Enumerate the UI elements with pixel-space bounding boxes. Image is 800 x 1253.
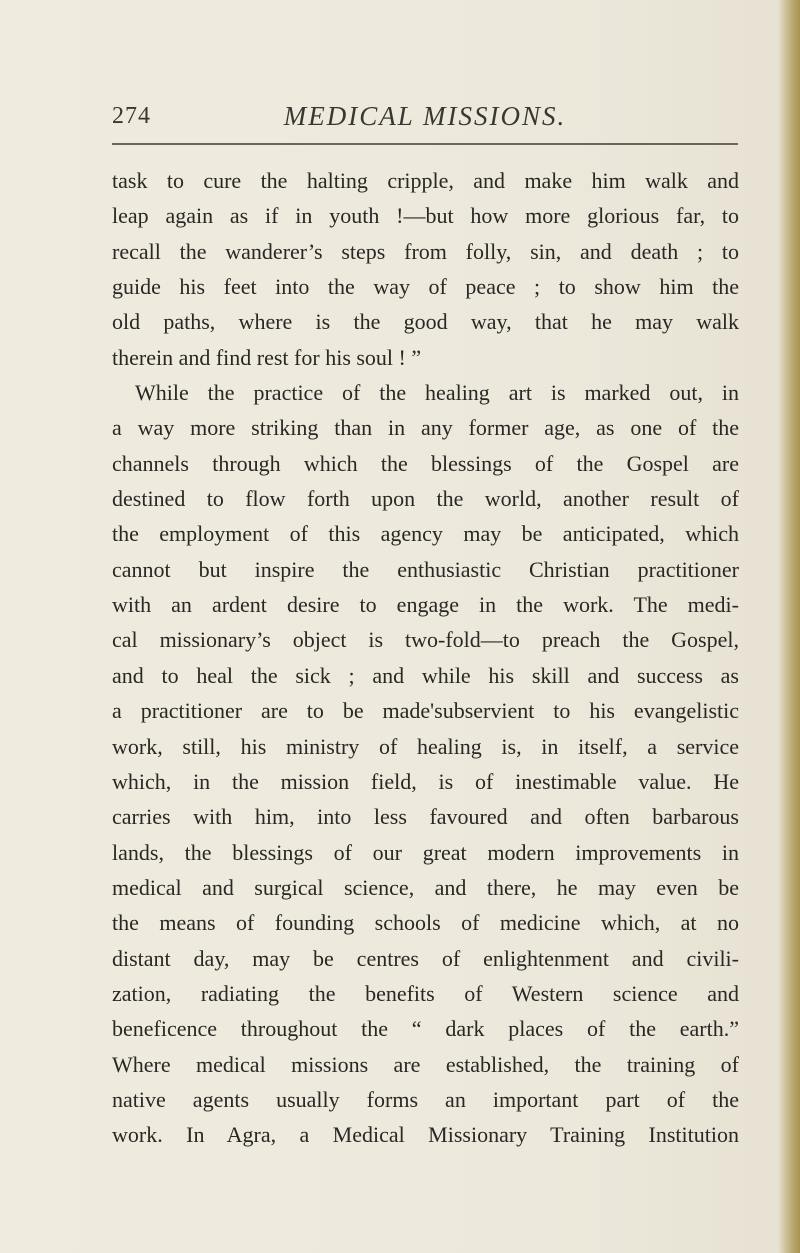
page-number: 274 xyxy=(112,103,151,129)
text-line: the employment of this agency may be anticipated, which xyxy=(112,521,739,547)
text-line: cal missionary’s object is two-fold—to preach the Gospel, xyxy=(112,627,739,653)
text-line: recall the wanderer’s steps from folly, sin, and death ; to xyxy=(112,238,739,264)
text-line: Where medical missions are established, the training of xyxy=(112,1051,739,1077)
running-head: MEDICAL MISSIONS. xyxy=(283,101,567,131)
text-line: leap again as if in youth !—but how more glorious far, to xyxy=(112,203,739,229)
text-line: with an ardent desire to engage in the work. The medi- xyxy=(112,592,739,618)
page-edge-shadow xyxy=(778,0,800,1253)
text-line: work, still, his ministry of healing is, in itself, a service xyxy=(112,733,739,759)
text-line: guide his feet into the way of peace ; to show him the xyxy=(112,274,739,300)
text-line: lands, the blessings of our great modern improvements in xyxy=(112,839,739,865)
text-line: task to cure the halting cripple, and make him walk and xyxy=(112,168,739,193)
text-line: old paths, where is the good way, that he may walk xyxy=(112,309,739,335)
body-text xyxy=(112,163,739,1153)
text-line: a way more striking than in any former age, as one of the xyxy=(112,415,739,441)
header-rule xyxy=(112,143,738,145)
page-header xyxy=(112,100,738,140)
text-line: destined to flow forth upon the world, another result of xyxy=(112,486,739,512)
text-line: cannot but inspire the enthusiastic Christian practitioner xyxy=(112,556,739,582)
text-line: and to heal the sick ; and while his skill and success as xyxy=(112,662,739,688)
text-line: medical and surgical science, and there, he may even be xyxy=(112,874,739,900)
text-line: carries with him, into less favoured and often barbarous xyxy=(112,804,739,830)
text-line: which, in the mission field, is of inestimable value. He xyxy=(112,768,739,794)
text-line: beneficence throughout the “ dark places of the earth.” xyxy=(112,1016,739,1042)
text-line: zation, radiating the benefits of Western science and xyxy=(112,980,739,1006)
text-line: distant day, may be centres of enlightenment and civili- xyxy=(112,945,739,971)
text-line: While the practice of the healing art is marked out, in xyxy=(135,380,739,406)
text-line: work. In Agra, a Medical Missionary Training Institution xyxy=(112,1122,739,1148)
text-line: channels through which the blessings of the Gospel are xyxy=(112,450,739,476)
text-line: the means of founding schools of medicine which, at no xyxy=(112,910,739,936)
text-line: a practitioner are to be made'subservient to his evangelistic xyxy=(112,698,739,724)
text-line: native agents usually forms an important part of the xyxy=(112,1086,739,1112)
text-line: therein and find rest for his soul ! ” xyxy=(112,344,422,370)
